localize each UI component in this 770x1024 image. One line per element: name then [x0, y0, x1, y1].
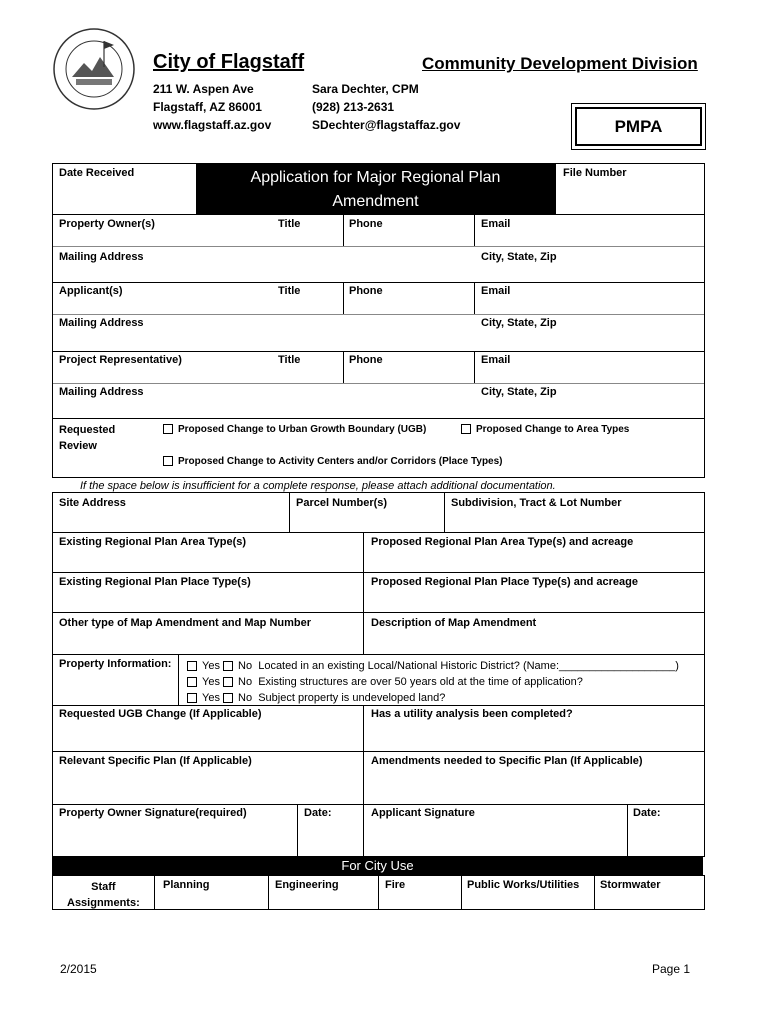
site-address-label[interactable]: Site Address: [59, 497, 126, 509]
city-name: City of Flagstaff: [153, 51, 305, 73]
utility-analysis-label[interactable]: Has a utility analysis been completed?: [371, 708, 573, 720]
applicant-signature-date-label[interactable]: Date:: [633, 807, 661, 819]
owner-phone-label[interactable]: Phone: [349, 218, 383, 230]
q3-no-checkbox[interactable]: [223, 693, 233, 703]
structures-age-question[interactable]: Yes No Existing structures are over 50 years old at the time of application?: [187, 674, 679, 690]
staff-assignments-label: Staff Assignments:: [67, 881, 140, 909]
public-works-label[interactable]: Public Works/Utilities: [467, 879, 580, 891]
owner-mailing-label[interactable]: Mailing Address: [59, 251, 144, 263]
page-number: Page 1: [652, 962, 691, 976]
owner-email-label[interactable]: Email: [481, 218, 511, 230]
other-map-label[interactable]: Other type of Map Amendment and Map Number: [59, 617, 312, 629]
contact-info: [312, 80, 460, 134]
stormwater-label[interactable]: Stormwater: [600, 879, 661, 891]
proposed-area-label[interactable]: Proposed Regional Plan Area Type(s) and acreage: [371, 536, 634, 548]
existing-area-label[interactable]: Existing Regional Plan Area Type(s): [59, 536, 247, 548]
owner-title-label[interactable]: Title: [278, 218, 301, 230]
applicant-signature-label[interactable]: Applicant Signature: [371, 807, 475, 819]
staff-assignments-row: [52, 875, 705, 910]
attachment-note: If the space below is insufficient for a complete response, please attach additional documentation.: [80, 480, 556, 492]
parcel-number-label[interactable]: Parcel Number(s): [296, 497, 388, 509]
owner-signature-date-label[interactable]: Date:: [304, 807, 332, 819]
owner-city-label[interactable]: City, State, Zip: [481, 251, 557, 263]
existing-place-label[interactable]: Existing Regional Plan Place Type(s): [59, 576, 251, 588]
form-title-line-1: Application for Major Regional Plan: [250, 169, 501, 186]
q3-yes-checkbox[interactable]: [187, 693, 197, 703]
specific-plan-amendments-label[interactable]: Amendments needed to Specific Plan (If Applicable): [371, 755, 643, 767]
date-received-label[interactable]: Date Received: [59, 167, 135, 179]
activity-centers-option[interactable]: Proposed Change to Activity Centers and/or Corridors (Place Types): [163, 456, 503, 467]
city-address: [153, 80, 271, 134]
form-title-line-2: Amendment: [332, 193, 419, 210]
area-types-option[interactable]: Proposed Change to Area Types: [461, 424, 629, 435]
applicant-label[interactable]: Applicant(s): [59, 285, 123, 297]
requested-review-label: Requested Review: [59, 424, 116, 452]
property-info-label: Property Information:: [59, 658, 172, 670]
subdivision-label[interactable]: Subdivision, Tract & Lot Number: [451, 497, 622, 509]
city-seal-logo: [52, 27, 136, 111]
form-code-box: [571, 103, 706, 150]
applicant-email-label[interactable]: Email: [481, 285, 511, 297]
description-map-label[interactable]: Description of Map Amendment: [371, 617, 537, 629]
ugb-change-label[interactable]: Requested UGB Change (If Applicable): [59, 708, 262, 720]
specific-plan-label[interactable]: Relevant Specific Plan (If Applicable): [59, 755, 252, 767]
activity-centers-checkbox[interactable]: [163, 456, 173, 466]
applicant-section: [52, 163, 705, 478]
file-number-label[interactable]: File Number: [563, 167, 627, 179]
rep-city-label[interactable]: City, State, Zip: [481, 386, 557, 398]
division-name: Community Development Division: [422, 54, 698, 73]
applicant-phone-label[interactable]: Phone: [349, 285, 383, 297]
fire-label[interactable]: Fire: [385, 879, 406, 891]
property-info-questions: [187, 658, 679, 706]
contact-name: Sara Dechter, CPM: [312, 82, 419, 96]
contact-email: SDechter@flagstaffaz.gov: [312, 118, 461, 132]
undeveloped-land-question[interactable]: Yes No Subject property is undeveloped land?: [187, 690, 679, 706]
q2-no-checkbox[interactable]: [223, 677, 233, 687]
website: www.flagstaff.az.gov: [153, 118, 272, 132]
engineering-label[interactable]: Engineering: [275, 879, 339, 891]
proposed-place-label[interactable]: Proposed Regional Plan Place Type(s) and acreage: [371, 576, 638, 588]
q1-yes-checkbox[interactable]: [187, 661, 197, 671]
contact-phone: (928) 213-2631: [312, 100, 395, 114]
rep-title-label[interactable]: Title: [278, 354, 301, 366]
rep-email-label[interactable]: Email: [481, 354, 511, 366]
city-use-header: For City Use: [52, 857, 703, 875]
project-rep-label[interactable]: Project Representative): [59, 354, 182, 366]
historic-district-question[interactable]: Yes No Located in an existing Local/National Historic District? (Name:___________________): [187, 658, 679, 674]
applicant-city-label[interactable]: City, State, Zip: [481, 317, 557, 329]
applicant-mailing-label[interactable]: Mailing Address: [59, 317, 144, 329]
rep-mailing-label[interactable]: Mailing Address: [59, 386, 144, 398]
rep-phone-label[interactable]: Phone: [349, 354, 383, 366]
property-owner-label[interactable]: Property Owner(s): [59, 218, 155, 230]
details-section: [52, 492, 705, 857]
ugb-checkbox[interactable]: [163, 424, 173, 434]
footer-date: 2/2015: [60, 962, 97, 976]
area-types-checkbox[interactable]: [461, 424, 471, 434]
form-code: PMPA: [575, 107, 702, 146]
planning-label[interactable]: Planning: [163, 879, 210, 891]
owner-signature-label[interactable]: Property Owner Signature(required): [59, 807, 247, 819]
applicant-title-label[interactable]: Title: [278, 285, 301, 297]
ugb-option[interactable]: Proposed Change to Urban Growth Boundary (UGB): [163, 424, 426, 435]
q2-yes-checkbox[interactable]: [187, 677, 197, 687]
form-title: [196, 164, 555, 214]
address-line-2: Flagstaff, AZ 86001: [153, 100, 262, 114]
q1-no-checkbox[interactable]: [223, 661, 233, 671]
address-line-1: 211 W. Aspen Ave: [153, 82, 254, 96]
